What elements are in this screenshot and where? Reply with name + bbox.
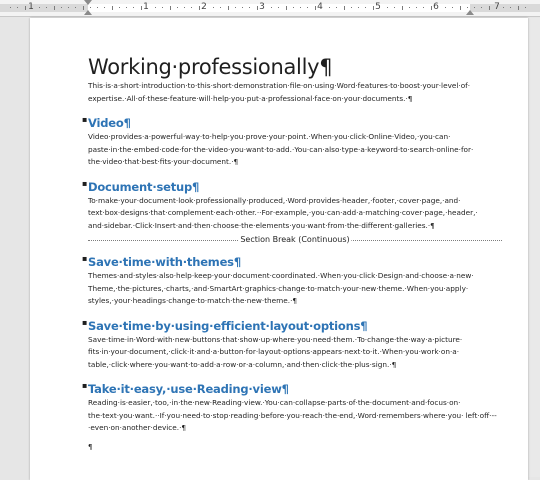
ruler-number: 3	[259, 2, 265, 12]
ruler-tick	[213, 7, 214, 8]
ruler-tick	[307, 7, 308, 8]
ruler-tick	[249, 7, 250, 8]
ruler-number: 6	[433, 2, 439, 12]
ruler-tick	[10, 7, 11, 8]
ruler-tick	[402, 6, 403, 10]
ruler-tick	[489, 6, 490, 10]
keep-with-next-mark: ▪	[82, 254, 88, 263]
document-title[interactable]: Working·professionally¶	[88, 55, 333, 79]
ruler-tick	[75, 7, 76, 8]
ruler-tick	[97, 7, 98, 8]
document-content[interactable]	[82, 54, 502, 453]
ruler-tick	[503, 7, 504, 8]
ruler-tick	[155, 7, 156, 8]
ruler-tick	[133, 7, 134, 8]
ruler-tick	[220, 7, 221, 8]
paragraph-save-time-themes[interactable]: Themes·and·styles·also·help·keep·your·document·coordinated.·When·you·click·Design·and·choose·a·new· Theme,·the·pictures,·charts,·and·SmartArt·graphics·change·to·match·your·new·theme.·When·you·apply· styles,·your·headings·change·to·match·the·new·theme.·¶	[88, 271, 474, 305]
ruler-number: 7	[494, 2, 500, 12]
ruler-number: 1	[28, 2, 34, 12]
paragraph-video[interactable]: Video·provides·a·powerful·way·to·help·you·prove·your·point.·When·you·click·Online·Video,·you·can· paste·in·the·embed·code·for·the·video·you·want·to·add.·You·can·also·type·a·keyword·to·search·online·for· the·video·that·best·fits·your·document.·¶	[88, 132, 474, 166]
heading-text: Video¶	[88, 116, 131, 130]
ruler-tick	[344, 6, 345, 10]
heading-text: Document·setup¶	[88, 179, 200, 194]
empty-paragraph-mark[interactable]: ¶	[88, 442, 93, 451]
ruler-tick	[423, 7, 424, 8]
ruler-tick	[257, 6, 258, 10]
hanging-indent-marker[interactable]	[84, 10, 92, 15]
keep-with-next-mark: ▪	[82, 115, 88, 124]
heading-document-setup[interactable]	[82, 178, 502, 195]
ruler-tick	[112, 6, 113, 10]
heading-reading-view[interactable]	[82, 381, 502, 397]
ruler-tick	[271, 7, 272, 8]
ruler-tick	[518, 6, 519, 10]
paragraph-document-setup[interactable]: To·make·your·document·look·professionally·produced,·Word·provides·header,·footer,·cover·page,·and· text·box·designs·that·complement·each·other.··For·example,·you·can·add·a·matching·cover·page,·header,· and·sidebar.·Click·Insert·and·then·choose·the·elements·you·want·from·the·different·galleries.·¶	[88, 195, 478, 230]
intro-paragraph[interactable]: This·is·a·short·introduction·to·this·short·demonstration·file·on·using·Word·features·to·boost·your·level·of· expertise.·All·of·these·feature·will·help·you·put·a·professional·face·on·your·documents.·¶	[88, 81, 471, 103]
ruler-tick	[141, 6, 142, 10]
ruler-number: 2	[201, 2, 207, 12]
ruler-tick	[336, 7, 337, 8]
ruler-tick	[242, 7, 243, 8]
ruler-tick	[525, 7, 526, 8]
keep-with-next-mark: ▪	[82, 178, 88, 188]
ruler-tick	[387, 7, 388, 8]
ruler-tick	[329, 7, 330, 8]
section-break-label: Section Break (Continuous)	[240, 235, 350, 244]
ruler-tick	[39, 7, 40, 8]
ruler-tick	[162, 7, 163, 8]
document-page[interactable]	[30, 18, 528, 480]
ruler-tick	[90, 7, 91, 8]
ruler-tick	[452, 7, 453, 8]
ruler-tick	[286, 6, 287, 10]
paragraph-layout-options[interactable]: Save·time·in·Word·with·new·buttons·that·show·up·where·you·need·them.·To·change·the·way·a·picture· fits·in·your·document,·click·it·and·a·button·for·layout·options·appears·next·to·it.·When·you·work·on·a· table,·click·where·you·want·to·add·a·row·or·a·column,·and·then·click·the·plus·sign.·¶	[88, 334, 463, 369]
ruler-tick	[199, 6, 200, 10]
ruler-tick	[510, 7, 511, 8]
ruler-left-margin	[0, 4, 88, 12]
ruler-tick	[184, 7, 185, 8]
ruler-number: 4	[317, 2, 323, 12]
ruler-tick	[460, 6, 461, 10]
ruler-tick	[235, 7, 236, 8]
ruler-tick	[409, 7, 410, 8]
ruler-tick	[445, 7, 446, 8]
ruler-tick	[358, 7, 359, 8]
section-break[interactable]	[88, 234, 502, 246]
ruler-right-margin	[470, 4, 540, 12]
heading-layout-options[interactable]	[82, 317, 502, 334]
right-indent-marker[interactable]	[466, 10, 474, 15]
ruler-number: 5	[375, 2, 381, 12]
ruler-tick	[365, 7, 366, 8]
ruler-tick	[191, 7, 192, 8]
vertical-scrollbar[interactable]	[528, 18, 540, 477]
ruler-tick	[46, 7, 47, 8]
ruler-tick	[177, 7, 178, 8]
keep-with-next-mark: ▪	[82, 381, 88, 390]
heading-save-time-themes[interactable]	[82, 254, 502, 270]
heading-text: Save·time·with·themes¶	[88, 255, 241, 269]
heading-video[interactable]	[82, 115, 502, 131]
ruler-tick	[315, 6, 316, 10]
ruler-tick	[394, 7, 395, 8]
ruler-tick	[126, 7, 127, 8]
ruler-tick	[119, 7, 120, 8]
ruler-tick	[54, 6, 55, 10]
ruler-tick	[61, 7, 62, 8]
ruler-tick	[416, 7, 417, 8]
paragraph-reading-view[interactable]: Reading·is·easier,·too,·in·the·new·Reading·view.·You·can·collapse·parts·of·the·document·and·focus·on· the·text·you·want.··If·you·need·to·stop·reading·before·you·reach·the·end,·Word·remembers·where·you· left·off·--·even·on·another·device.·¶	[88, 398, 497, 432]
keep-with-next-mark: ▪	[82, 317, 88, 327]
ruler-tick	[170, 6, 171, 10]
ruler-tick	[68, 7, 69, 8]
first-line-indent-marker[interactable]	[84, 0, 92, 5]
ruler-tick	[17, 7, 18, 8]
ruler-tick	[431, 6, 432, 10]
ruler-tick	[373, 6, 374, 10]
ruler-tick	[300, 7, 301, 8]
heading-text: Save·time·by·using·efficient·layout·options¶	[88, 318, 368, 333]
ruler-tick	[293, 7, 294, 8]
ruler-tick	[228, 6, 229, 10]
ruler-tick	[481, 7, 482, 8]
ruler-tick	[278, 7, 279, 8]
horizontal-ruler[interactable]	[0, 0, 540, 17]
ruler-tick	[104, 7, 105, 8]
ruler-tick	[351, 7, 352, 8]
ruler-tick	[25, 6, 26, 10]
ruler-number: 1	[143, 2, 149, 12]
heading-text: Take·it·easy,·use·Reading·view¶	[88, 382, 289, 396]
ruler-tick	[467, 7, 468, 8]
ruler-tick	[474, 7, 475, 8]
